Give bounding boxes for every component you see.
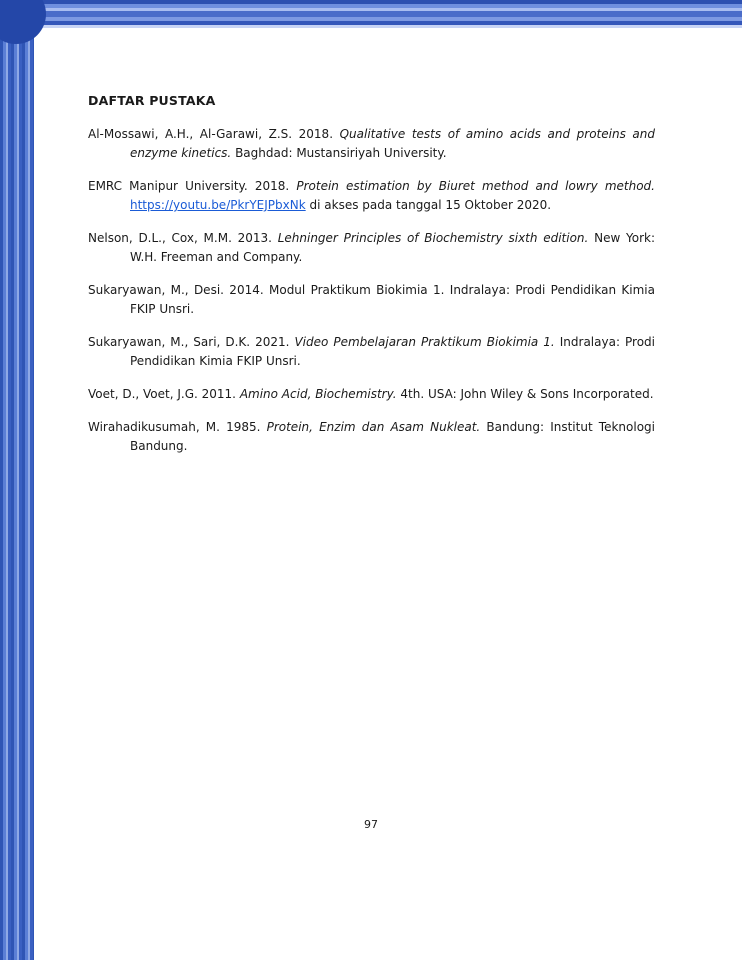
section-heading: DAFTAR PUSTAKA [88,93,216,108]
reference-entry: Al-Mossawi, A.H., Al-Garawi, Z.S. 2018. Qualitative tests of amino acids and proteins and enzyme kinetics. Baghdad: Mustansiriyah University. [88,127,655,160]
reference-entry: Voet, D., Voet, J.G. 2011. Amino Acid, Biochemistry. 4th. USA: John Wiley & Sons Incorporated. [88,387,654,401]
left-decorative-border [0,0,34,960]
reference-entry: Sukaryawan, M., Desi. 2014. Modul Praktikum Biokimia 1. Indralaya: Prodi Pendidikan Kimia FKIP Unsri. [88,283,655,316]
youtube-link[interactable]: https://youtu.be/PkrYEJPbxNk [130,198,306,212]
reference-entry: Nelson, D.L., Cox, M.M. 2013. Lehninger Principles of Biochemistry sixth edition. New York: W.H. Freeman and Company. [88,231,656,264]
top-decorative-border [0,0,742,28]
reference-entry: EMRC Manipur University. 2018. Protein estimation by Biuret method and lowry method. https://youtu.be/PkrYEJPbxNk di akses pada tanggal 15 Oktober 2020. [88,179,655,212]
reference-entry: Sukaryawan, M., Sari, D.K. 2021. Video Pembelajaran Praktikum Biokimia 1. Indralaya: Prodi Pendidikan Kimia FKIP Unsri. [88,335,655,368]
corner-decoration [0,0,46,44]
references-section [88,93,655,470]
page-number: 97 [364,818,378,831]
reference-entry: Wirahadikusumah, M. 1985. Protein, Enzim dan Asam Nukleat. Bandung: Institut Teknologi Bandung. [88,420,655,453]
